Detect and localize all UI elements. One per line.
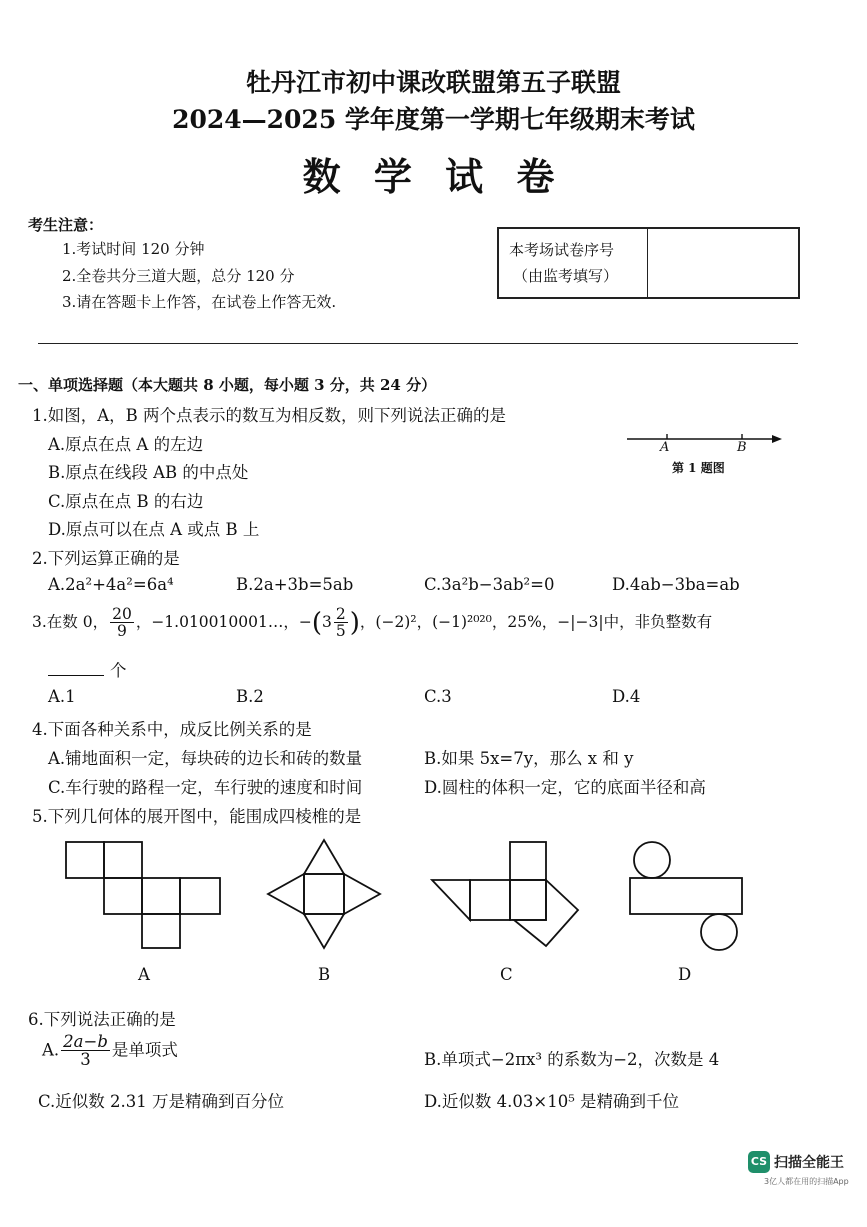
q6-option-c: C.近似数 2.31 万是精确到百分位: [38, 1092, 285, 1111]
q2-stem: 2.下列运算正确的是: [32, 549, 180, 568]
notice-item-2: 2.全卷共分三道大题，总分 120 分: [62, 267, 295, 285]
q6-option-b: B.单项式−2πx³ 的系数为−2，次数是 4: [424, 1050, 720, 1069]
q3-option-c: C.3: [424, 687, 452, 706]
q1-stem: 1.如图，A，B 两个点表示的数互为相反数，则下列说法正确的是: [32, 406, 507, 425]
q6-a-fraction: [61, 1033, 110, 1069]
q6-stem: 6.下列说法正确的是: [28, 1010, 176, 1029]
q3-tail: 个: [110, 661, 127, 680]
q3-option-d: D.4: [612, 687, 641, 706]
point-b-label: B: [737, 440, 747, 455]
point-a-label: A: [660, 440, 670, 455]
q3-mixed-num: 2: [335, 605, 346, 623]
q1-figure-caption: 第 1 题图: [672, 461, 725, 475]
q1-option-b: B.原点在线段 AB 的中点处: [48, 463, 249, 482]
q1-option-a: A.原点在点 A 的左边: [48, 435, 204, 454]
q2-option-d: D.4ab−3ba=ab: [612, 575, 740, 594]
seat-box-label: 本考场试卷序号: [509, 241, 615, 259]
q4-option-b: B.如果 5x=7y，那么 x 和 y: [424, 749, 634, 768]
q2-option-c: C.3a²b−3ab²=0: [424, 575, 555, 594]
seat-number-box: [497, 227, 800, 299]
q6-option-a: [42, 1033, 178, 1069]
scanner-logo-icon: CS: [748, 1151, 770, 1173]
q2-option-a: A.2a²+4a²=6a⁴: [48, 575, 174, 594]
q3-prefix: 3.在数 0，: [32, 612, 109, 631]
q5-label-c: C: [500, 965, 513, 984]
exam-org-title: 牡丹江市初中课改联盟第五子联盟: [245, 68, 621, 97]
q1-option-d: D.原点可以在点 A 或点 B 上: [48, 520, 260, 539]
q3-mixed-whole: 3: [322, 612, 332, 631]
q5-net-d: [624, 838, 749, 952]
number-line-arrow: [772, 435, 782, 443]
q3-blank-line: [48, 657, 127, 681]
seat-number-field[interactable]: [651, 231, 793, 293]
q4-option-a: A.铺地面积一定，每块砖的边长和砖的数量: [48, 749, 363, 768]
q3-suffix: ，(−2)²，(−1)²⁰²⁰，25%，−|−3|中，非负整数有: [359, 612, 713, 631]
q6-a-num: 2a−b: [63, 1032, 108, 1051]
q1-number-line: [622, 428, 787, 450]
paper-title: 数 学 试 卷: [302, 154, 565, 199]
q3-option-a: A.1: [48, 687, 76, 706]
seat-box-note: （由监考填写）: [513, 267, 619, 285]
q2-option-b: B.2a+3b=5ab: [236, 575, 354, 594]
q3-option-b: B.2: [236, 687, 264, 706]
q3-frac-num: 20: [112, 605, 132, 623]
section-heading: 一、单项选择题（本大题共 8 小题，每小题 3 分，共 24 分）: [18, 376, 437, 394]
q3-stem: 3.在数 0， $\frac{20}{9}$ ，−1.010010001…，−(3 $\frac{2}{5}$ )，(−2)²，(−1)²⁰²⁰，25%，−|−3|中，非负整数有: [32, 605, 713, 641]
q6-option-d: D.近似数 4.03×10⁵ 是精确到千位: [424, 1092, 680, 1111]
q4-option-c: C.车行驶的路程一定，车行驶的速度和时间: [48, 778, 363, 797]
q4-option-d: D.圆柱的体积一定，它的底面半径和高: [424, 778, 706, 797]
notice-item-3: 3.请在答题卡上作答，在试卷上作答无效.: [62, 293, 337, 311]
q5-net-b: [264, 838, 384, 950]
notice-heading: 考生注意：: [28, 216, 104, 234]
header-divider: [38, 343, 798, 344]
q5-label-d: D: [678, 965, 692, 984]
q5-label-b: B: [318, 965, 331, 984]
q5-label-a: A: [138, 965, 150, 984]
q5-net-c: [428, 838, 583, 950]
exam-term-title: 2024—2025 学年度第一学期七年级期末考试: [172, 105, 695, 134]
q3-frac-den: 9: [117, 622, 127, 641]
notice-item-1: 1.考试时间 120 分钟: [62, 240, 205, 258]
scanner-tagline: 3亿人都在用的扫描App: [764, 1177, 849, 1186]
q5-stem: 5.下列几何体的展开图中，能围成四棱椎的是: [32, 807, 362, 826]
q3-blank[interactable]: [48, 661, 104, 676]
q6-a-prefix: A.: [42, 1040, 60, 1060]
seat-box-divider: [647, 229, 648, 297]
q5-net-a: [60, 836, 230, 954]
q3-middle: ，−1.010010001…，−: [135, 612, 312, 631]
q1-option-c: C.原点在点 B 的右边: [48, 492, 204, 511]
scanner-brand: 扫描全能王: [774, 1155, 844, 1171]
q3-fraction: [110, 606, 134, 640]
q3-mixed-den: 5: [335, 622, 346, 641]
q6-a-suffix: 是单项式: [111, 1040, 178, 1060]
q3-mixed-fraction: [334, 606, 348, 640]
q6-a-den: 3: [80, 1050, 91, 1070]
q4-stem: 4.下面各种关系中，成反比例关系的是: [32, 720, 312, 739]
